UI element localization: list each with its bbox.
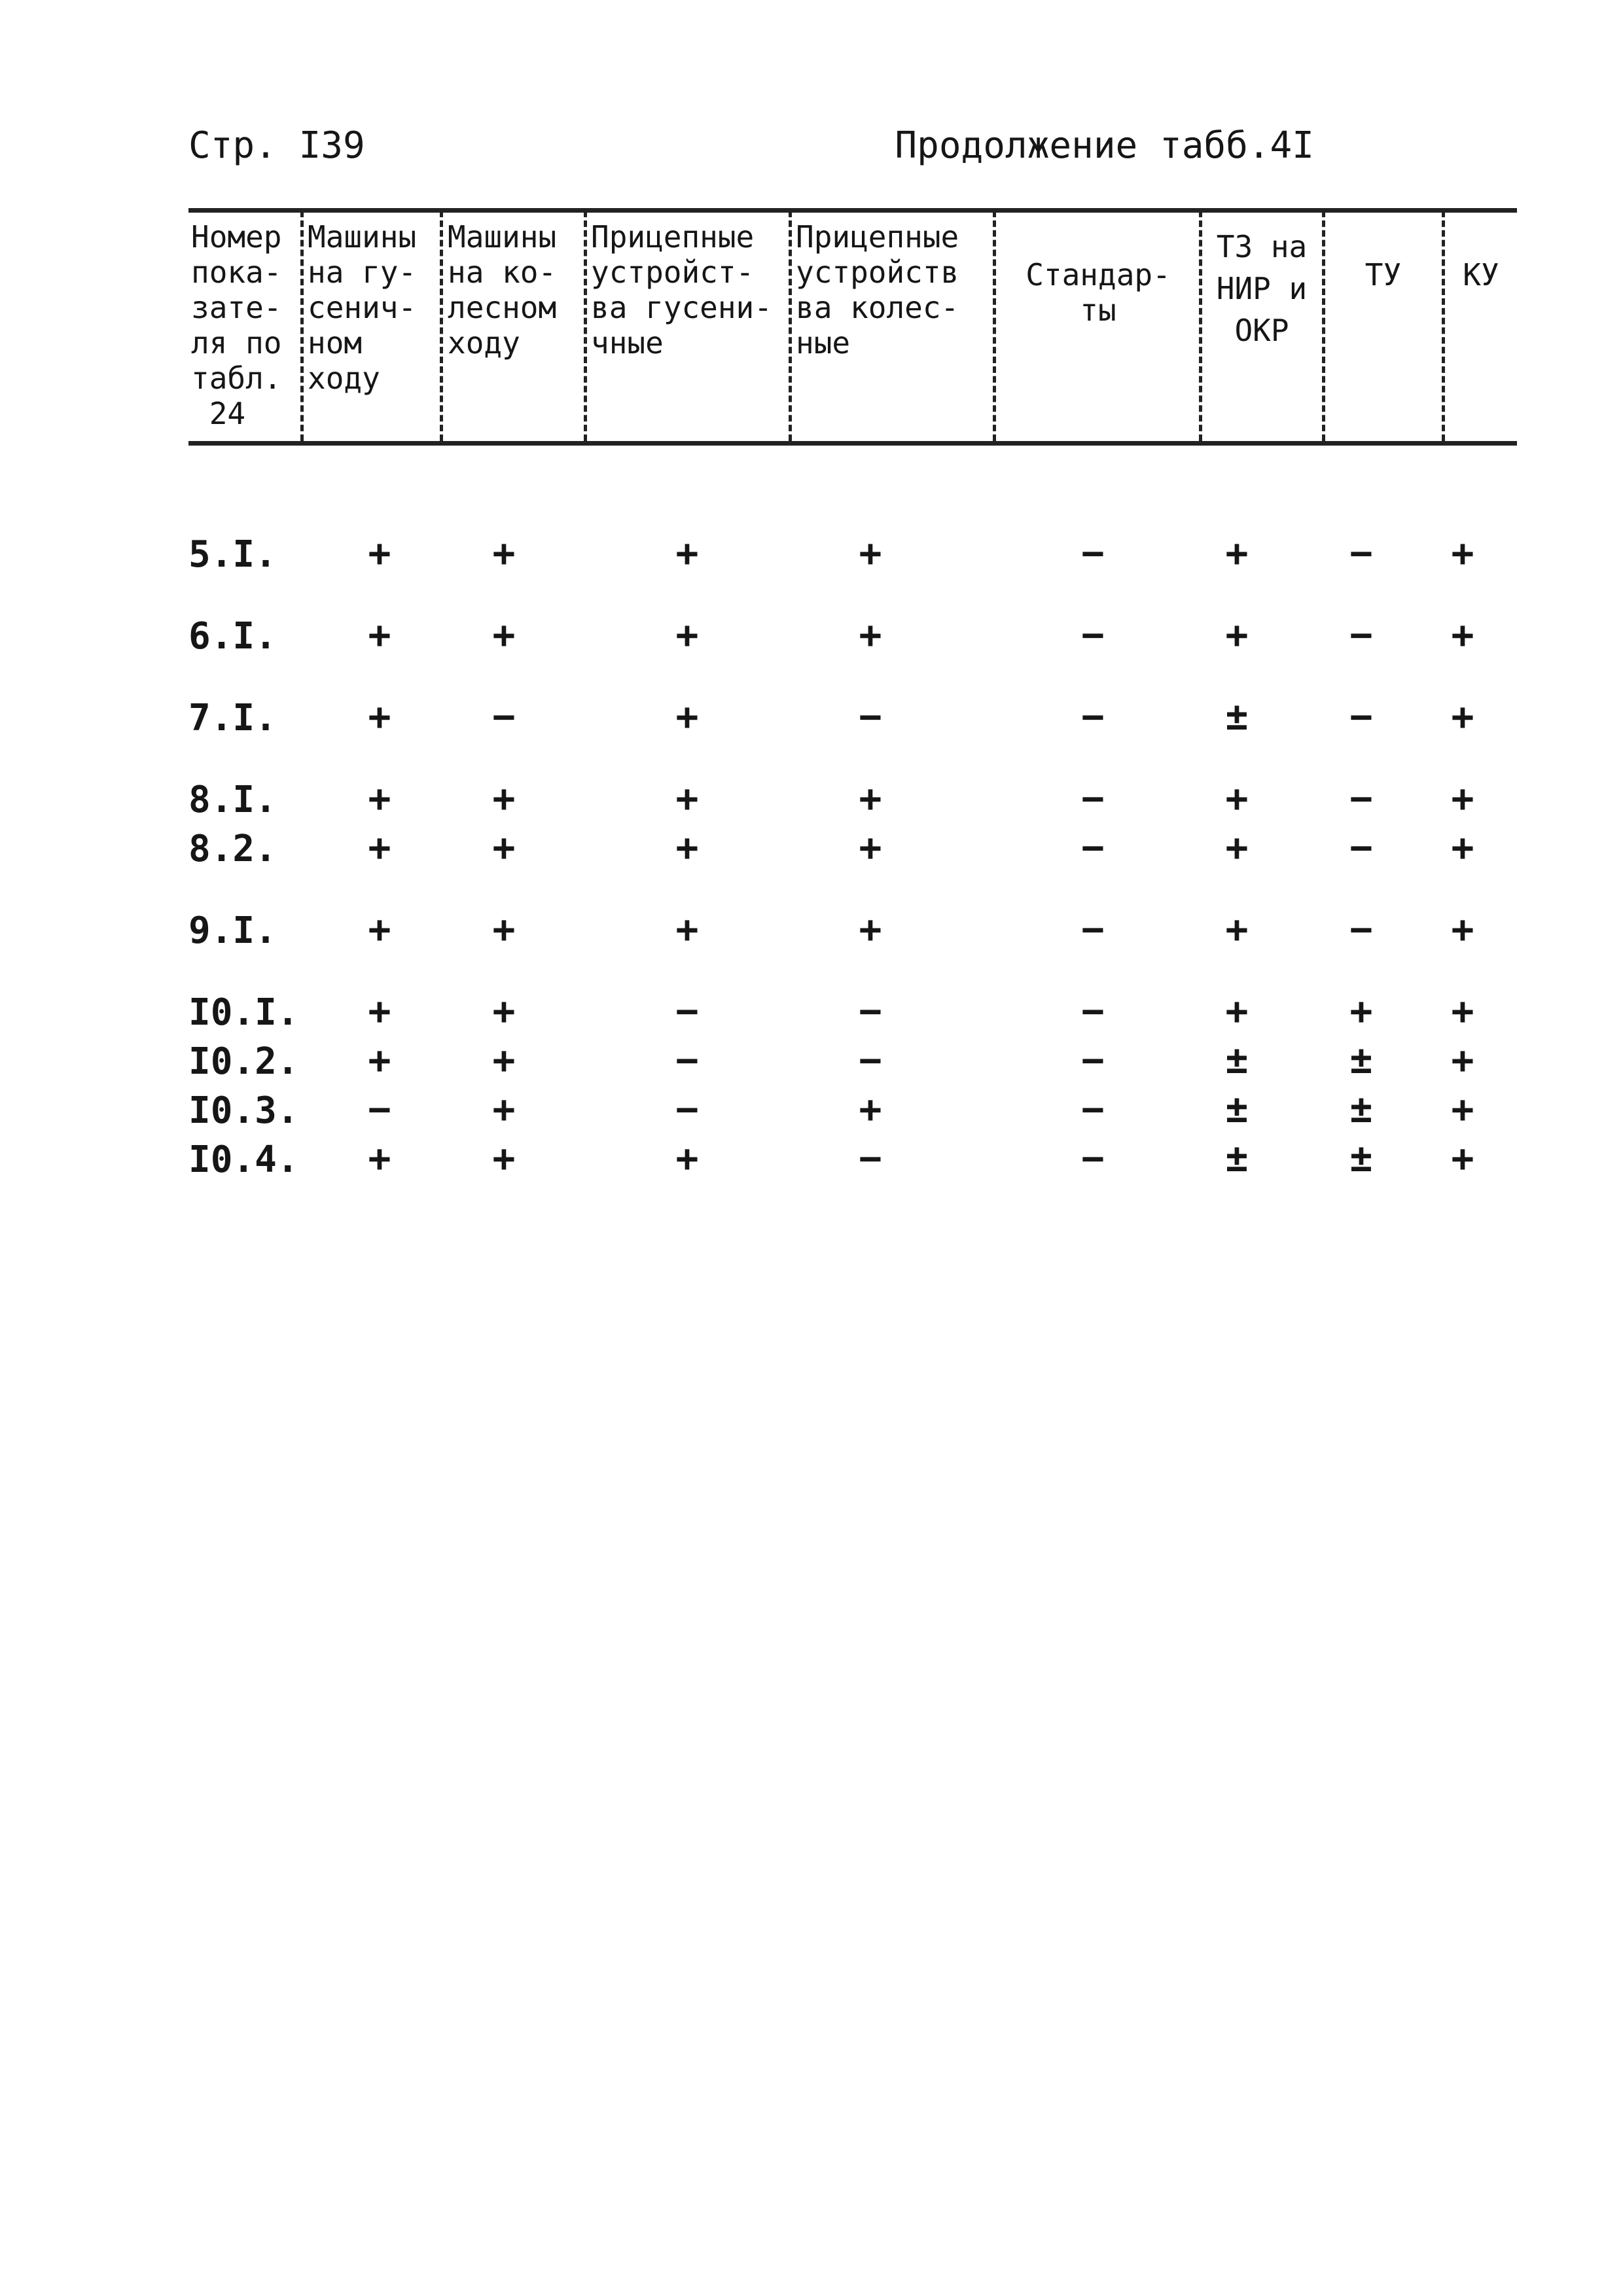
table-cell: + — [492, 612, 516, 657]
column-separator — [1442, 211, 1445, 441]
table-cell: + — [859, 612, 882, 657]
table-cell: ± — [1225, 694, 1249, 739]
table-cell: + — [1225, 531, 1249, 575]
table-cell: + — [1451, 612, 1474, 657]
table-cell: − — [675, 989, 699, 1033]
table-cell: − — [675, 1038, 699, 1082]
table-cell: − — [1349, 612, 1373, 657]
column-separator — [584, 211, 587, 441]
table-cell: − — [1081, 825, 1105, 870]
header-tz-nir-okr: ТЗ на НИР и ОКР — [1216, 229, 1308, 348]
row-indicator-number: 9.I. — [188, 910, 277, 952]
table-cell: + — [859, 776, 882, 821]
table-cell: + — [492, 1038, 516, 1082]
table-cell: + — [492, 776, 516, 821]
table-cell: + — [368, 694, 391, 739]
table-cell: − — [492, 694, 516, 739]
table-cell: ± — [1349, 1038, 1373, 1082]
table-cell: + — [368, 989, 391, 1033]
header-tracked-machines: Машины на гу- сенич- ном ходу — [308, 219, 417, 396]
row-indicator-number: I0.4. — [188, 1139, 299, 1181]
table-cell: + — [492, 1136, 516, 1180]
table-cell: + — [675, 907, 699, 951]
table-cell: − — [1081, 1087, 1105, 1131]
header-standards: Стандар- ты — [1026, 257, 1171, 328]
table-cell: − — [1081, 1038, 1105, 1082]
column-separator — [300, 211, 304, 441]
column-separator — [1199, 211, 1202, 441]
table-cell: + — [1349, 989, 1373, 1033]
column-separator — [440, 211, 443, 441]
header-bottom-rule — [188, 441, 1517, 446]
header-indicator-number: Номер пока- зате- ля по табл. 24 — [191, 219, 282, 431]
table-cell: + — [1451, 694, 1474, 739]
table-cell: − — [1081, 612, 1105, 657]
table-top-rule — [188, 208, 1517, 213]
table-cell: + — [1451, 989, 1474, 1033]
table-cell: + — [1451, 1038, 1474, 1082]
table-cell: − — [1349, 531, 1373, 575]
header-tu: ТУ — [1364, 257, 1402, 292]
header-ku: КУ — [1463, 257, 1499, 292]
table-cell: + — [1451, 776, 1474, 821]
column-separator — [1322, 211, 1325, 441]
column-separator — [993, 211, 996, 441]
table-cell: + — [368, 531, 391, 575]
table-cell: + — [368, 612, 391, 657]
table-cell: + — [368, 907, 391, 951]
row-indicator-number: 8.I. — [188, 779, 277, 821]
table-cell: − — [859, 1038, 882, 1082]
table-cell: + — [368, 1136, 391, 1180]
table-cell: + — [675, 612, 699, 657]
table-cell: + — [492, 531, 516, 575]
table-cell: − — [1081, 907, 1105, 951]
row-indicator-number: 6.I. — [188, 615, 277, 658]
table-cell: + — [1225, 776, 1249, 821]
page-number: Стр. I39 — [188, 124, 365, 167]
table-cell: + — [859, 825, 882, 870]
table-cell: + — [1451, 531, 1474, 575]
table-cell: + — [859, 907, 882, 951]
table-cell: + — [1451, 1087, 1474, 1131]
table-cell: − — [1349, 825, 1373, 870]
table-cell: + — [675, 694, 699, 739]
column-separator — [789, 211, 792, 441]
table-cell: + — [1225, 989, 1249, 1033]
table-cell: − — [1349, 907, 1373, 951]
table-cell: ± — [1349, 1136, 1373, 1180]
table-cell: + — [675, 825, 699, 870]
table-cell: ± — [1349, 1087, 1373, 1131]
table-cell: + — [675, 776, 699, 821]
table-cell: ± — [1225, 1136, 1249, 1180]
header-tracked-trailers: Прицепные устройст- ва гусени- чные — [591, 219, 772, 361]
table-cell: − — [675, 1087, 699, 1131]
table-cell: − — [1081, 989, 1105, 1033]
table-cell: − — [859, 989, 882, 1033]
table-cell: + — [492, 907, 516, 951]
row-indicator-number: I0.3. — [188, 1089, 299, 1132]
table-cell: + — [368, 776, 391, 821]
table-cell: + — [1451, 825, 1474, 870]
table-cell: + — [675, 531, 699, 575]
table-cell: + — [368, 1038, 391, 1082]
table-cell: + — [675, 1136, 699, 1180]
header-wheeled-machines: Машины на ко- лесном ходу — [448, 219, 557, 361]
row-indicator-number: I0.I. — [188, 991, 299, 1034]
header-wheeled-trailers: Прицепные устройств ва колес- ные — [796, 219, 959, 361]
table-cell: − — [1081, 694, 1105, 739]
table-cell: + — [492, 989, 516, 1033]
row-indicator-number: 8.2. — [188, 828, 277, 870]
table-continuation-title: Продолжение табб.4I — [895, 124, 1314, 167]
row-indicator-number: I0.2. — [188, 1040, 299, 1083]
row-indicator-number: 7.I. — [188, 697, 277, 739]
table-cell: + — [859, 531, 882, 575]
table-cell: − — [368, 1087, 391, 1131]
table-cell: + — [368, 825, 391, 870]
table-cell: − — [859, 694, 882, 739]
table-cell: + — [1451, 907, 1474, 951]
table-cell: − — [1349, 776, 1373, 821]
table-cell: + — [1225, 612, 1249, 657]
table-cell: − — [1081, 1136, 1105, 1180]
table-cell: + — [1225, 825, 1249, 870]
table-cell: − — [1349, 694, 1373, 739]
table-cell: ± — [1225, 1038, 1249, 1082]
row-indicator-number: 5.I. — [188, 533, 277, 576]
table-cell: ± — [1225, 1087, 1249, 1131]
table-cell: + — [859, 1087, 882, 1131]
table-cell: − — [1081, 776, 1105, 821]
table-cell: + — [492, 825, 516, 870]
table-cell: − — [1081, 531, 1105, 575]
table-cell: + — [1451, 1136, 1474, 1180]
table-cell: − — [859, 1136, 882, 1180]
table-cell: + — [1225, 907, 1249, 951]
table-cell: + — [492, 1087, 516, 1131]
